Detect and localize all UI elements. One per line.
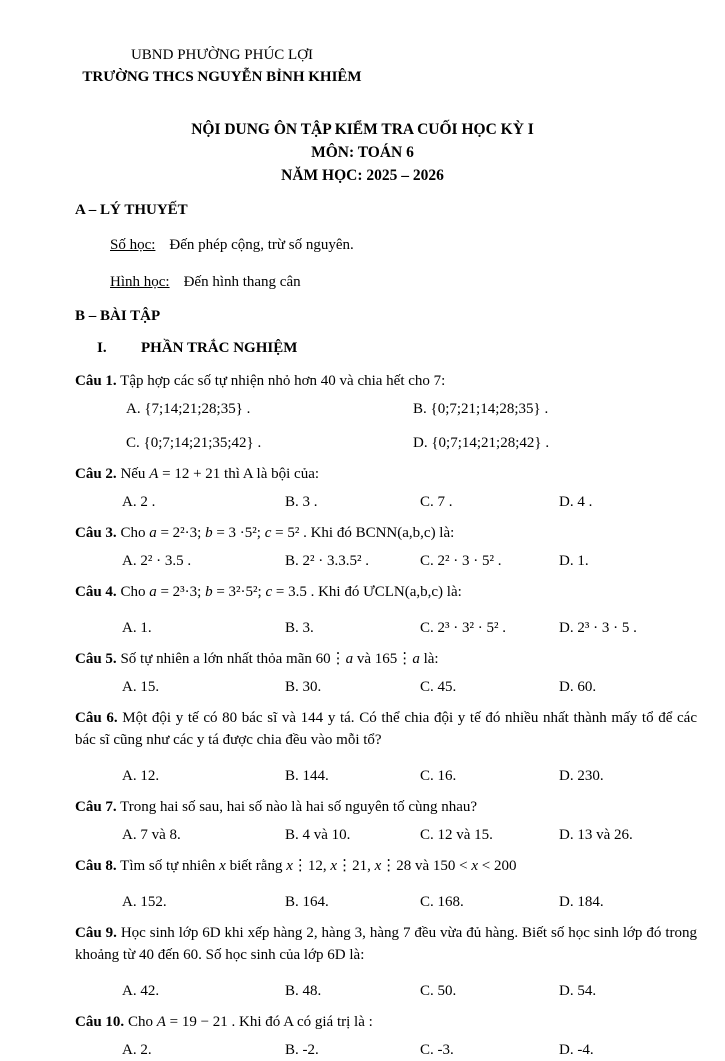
options-row — [122, 981, 725, 1002]
theory-text-geometry: Đến hình thang cân — [183, 274, 301, 290]
option: C. 16. — [420, 768, 457, 784]
option: A. 12. — [122, 768, 160, 784]
question-label: Câu 2. — [75, 466, 117, 482]
option: B. 30. — [285, 679, 322, 695]
math-run: a — [412, 651, 420, 667]
question — [0, 648, 725, 698]
option: B. 48. — [285, 983, 322, 999]
option: D. 60. — [559, 679, 597, 695]
text-run: ⋮28 và 150 < — [381, 858, 472, 874]
text-run: là: — [419, 651, 439, 667]
math-run: b — [205, 584, 213, 600]
options-row — [126, 433, 725, 454]
question-label: Câu 8. — [75, 858, 117, 874]
part-number: I. — [97, 340, 107, 356]
text-run: và 165⋮ — [353, 651, 413, 667]
option: D. 230. — [559, 768, 604, 784]
question-text — [75, 922, 697, 966]
math-run: x — [471, 858, 479, 874]
question-label: Câu 10. — [75, 1014, 125, 1030]
math-run: a — [149, 584, 157, 600]
question-label: Câu 9. — [75, 925, 117, 941]
text-run: ⋮21, — [337, 858, 375, 874]
question-text — [75, 855, 697, 877]
option: C. -3. — [420, 1042, 454, 1058]
option: D. 54. — [559, 983, 597, 999]
option: C. 7 . — [420, 494, 453, 510]
math-run: A — [149, 466, 159, 482]
option: D. 184. — [559, 894, 604, 910]
option: D. {0;7;14;21;28;42} . — [413, 435, 550, 451]
options-row — [122, 766, 725, 787]
option: B. 3. — [285, 620, 314, 636]
option: C. 168. — [420, 894, 464, 910]
question — [0, 922, 725, 1002]
doc-subject: MÔN: TOÁN 6 — [311, 144, 414, 161]
options-row — [122, 618, 725, 639]
option: C. 45. — [420, 679, 457, 695]
option: C. 2³ · 3² · 5² . — [420, 620, 506, 636]
text-run: Trong hai số sau, hai số nào là hai số nguyên tố cùng nhau? — [120, 799, 478, 815]
options-row — [122, 492, 725, 513]
math-run: c — [265, 584, 273, 600]
question — [0, 463, 725, 513]
option: D. 2³ · 3 · 5 . — [559, 620, 637, 636]
text-run: = 12 + 21 thì A là bội của: — [158, 466, 320, 482]
option: B. -2. — [285, 1042, 319, 1058]
question-text — [75, 648, 697, 670]
option: D. 1. — [559, 553, 589, 569]
question-text — [75, 581, 697, 603]
text-run: = 19 − 21 . Khi đó A có giá trị là : — [165, 1014, 373, 1030]
question-label: Câu 1. — [75, 373, 117, 389]
option: D. -4. — [559, 1042, 594, 1058]
option: B. {0;7;21;14;28;35} . — [413, 401, 549, 417]
option: C. {0;7;14;21;35;42} . — [126, 435, 262, 451]
question-text — [75, 370, 697, 392]
text-run: Số tự nhiên a lớn nhất thỏa mãn — [120, 651, 316, 667]
question — [0, 370, 725, 454]
text-run: 60⋮ — [315, 651, 346, 667]
option: A. 1. — [122, 620, 152, 636]
text-run: = 3 ·5²; — [212, 525, 265, 541]
options-row — [122, 825, 725, 846]
text-run: = 2²·3; — [156, 525, 206, 541]
title-block — [0, 118, 725, 187]
option: A. 7 và 8. — [122, 827, 181, 843]
text-run: Tìm số tự nhiên — [120, 858, 220, 874]
question — [0, 1011, 725, 1061]
questions-list — [0, 370, 725, 1061]
theory-label-geometry: Hình học: — [110, 274, 170, 290]
header-org: UBND PHƯỜNG PHÚC LỢI — [130, 47, 314, 63]
text-run: Cho — [127, 1014, 157, 1030]
option: B. 4 và 10. — [285, 827, 351, 843]
options-row — [122, 677, 725, 698]
question — [0, 855, 725, 913]
text-run: = 2³·3; — [156, 584, 206, 600]
math-run: b — [205, 525, 213, 541]
header — [52, 44, 392, 88]
option: C. 2² · 3 · 5² . — [420, 553, 502, 569]
option: B. 3 . — [285, 494, 318, 510]
math-run: A — [156, 1014, 166, 1030]
header-school: TRƯỜNG THCS NGUYỄN BỈNH KHIÊM — [82, 69, 362, 85]
text-run: < 200 — [478, 858, 517, 874]
question — [0, 707, 725, 787]
text-run: biết rằng — [225, 858, 287, 874]
theory-item-geometry — [110, 271, 725, 293]
math-run: a — [345, 651, 354, 667]
math-run: x — [330, 858, 338, 874]
option: A. 2² · 3.5 . — [122, 553, 192, 569]
option: A. 2. — [122, 1042, 152, 1058]
option: D. 13 và 26. — [559, 827, 633, 843]
math-run: a — [149, 525, 157, 541]
option: C. 12 và 15. — [420, 827, 493, 843]
text-run: Cho — [120, 584, 150, 600]
doc-title: NỘI DUNG ÔN TẬP KIỂM TRA CUỐI HỌC KỲ I — [191, 121, 534, 138]
math-run: x — [374, 858, 382, 874]
question-label: Câu 3. — [75, 525, 117, 541]
text-run: Học sinh lớp 6D khi xếp hàng 2, hàng 3, hàng 7 đều vừa đủ hàng. Biết số học sinh lớp đó trong khoảng từ 40 đến 60. Số học sinh của lớp 6D là: — [75, 925, 697, 963]
theory-label-arithmetic: Số học: — [110, 237, 156, 253]
options-row — [122, 892, 725, 913]
math-run: x — [286, 858, 293, 874]
text-run: Cho — [120, 525, 150, 541]
option: B. 144. — [285, 768, 329, 784]
option: C. 50. — [420, 983, 457, 999]
section-b-heading: B – BÀI TẬP — [75, 308, 161, 324]
option: D. 4 . — [559, 494, 593, 510]
text-run: Một đội y tế có 80 bác sĩ và 144 y tá. Có thể chia đội y tế đó nhiều nhất thành mấy tổ để các bác sĩ cũng như các y tá được chia đều vào mỗi tổ? — [75, 710, 697, 748]
text-run: Nếu — [120, 466, 150, 482]
question-text — [75, 463, 697, 485]
question-text — [75, 1011, 697, 1033]
part-heading — [97, 340, 725, 357]
question — [0, 796, 725, 846]
theory-item-arithmetic — [110, 234, 725, 256]
text-run: ⋮12, — [292, 858, 331, 874]
text-run: = 3²·5²; — [212, 584, 266, 600]
math-run: c — [264, 525, 272, 541]
text-run: = 5² . Khi đó BCNN(a,b,c) là: — [271, 525, 455, 541]
question-label: Câu 6. — [75, 710, 118, 726]
option: A. {7;14;21;28;35} . — [126, 401, 251, 417]
question-text — [75, 707, 697, 751]
doc-year: NĂM HỌC: 2025 – 2026 — [281, 167, 444, 184]
question-label: Câu 4. — [75, 584, 117, 600]
option: A. 15. — [122, 679, 160, 695]
option: A. 42. — [122, 983, 160, 999]
options-row — [126, 399, 725, 420]
question — [0, 581, 725, 639]
part-title: PHẦN TRẮC NGHIỆM — [141, 340, 298, 356]
question-text — [75, 522, 697, 544]
text-run: Tập hợp các số tự nhiện nhỏ hơn 40 và chia hết cho 7: — [120, 373, 446, 389]
section-a-heading: A – LÝ THUYẾT — [75, 202, 188, 218]
math-run: x — [219, 858, 226, 874]
question-text — [75, 796, 697, 818]
question-label: Câu 5. — [75, 651, 117, 667]
text-run: = 3.5 . Khi đó ƯCLN(a,b,c) là: — [272, 584, 462, 600]
options-row — [122, 1040, 725, 1061]
option: A. 2 . — [122, 494, 156, 510]
option: A. 152. — [122, 894, 167, 910]
question — [0, 522, 725, 572]
options-row — [122, 551, 725, 572]
option: B. 2² · 3.3.5² . — [285, 553, 369, 569]
question-label: Câu 7. — [75, 799, 117, 815]
theory-text-arithmetic: Đến phép cộng, trừ số nguyên. — [169, 237, 354, 253]
option: B. 164. — [285, 894, 329, 910]
